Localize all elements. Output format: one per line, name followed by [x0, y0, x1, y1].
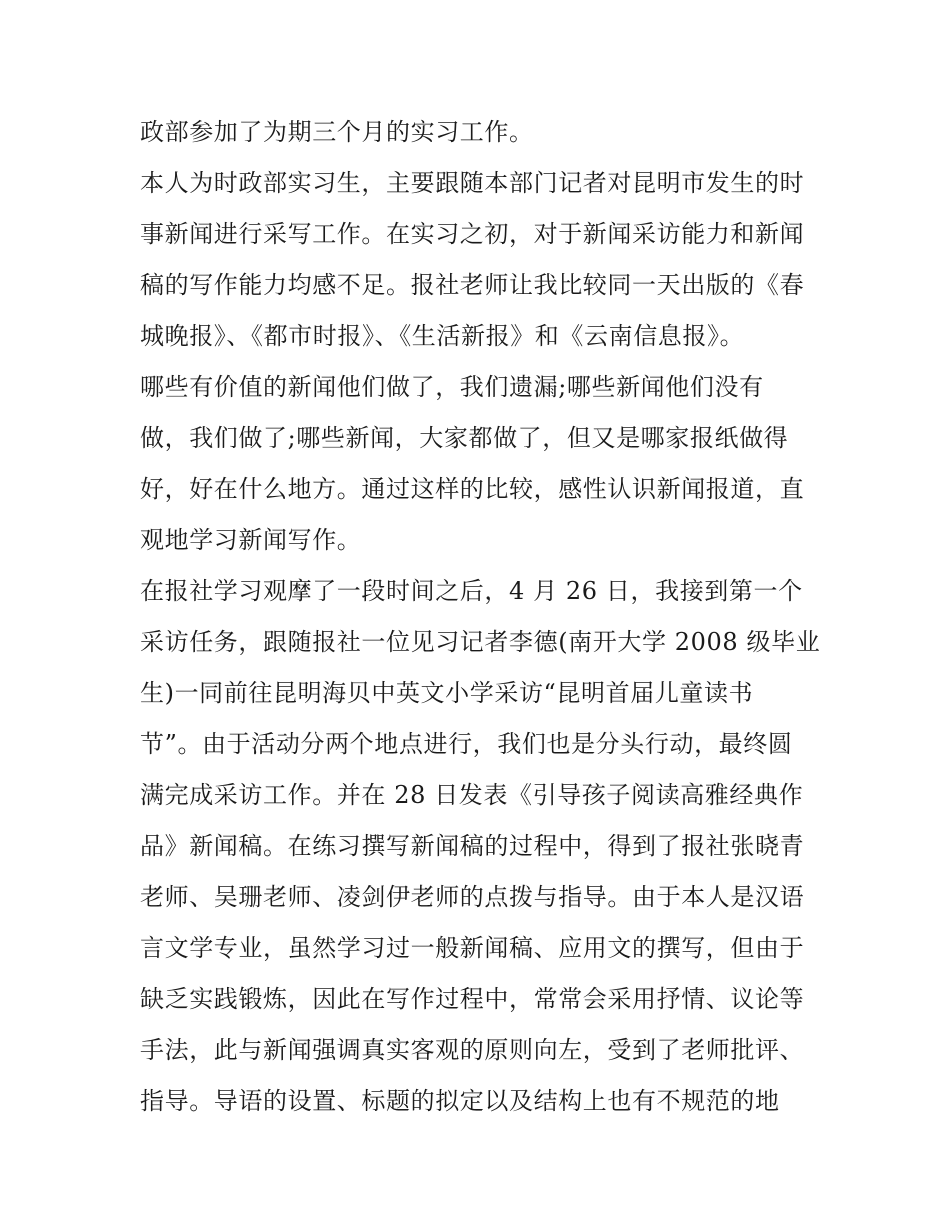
text-line: 好，好在什么地方。通过这样的比较，感性认识新闻报道，直: [140, 475, 805, 503]
text-line: 老师、吴珊老师、凌剑伊老师的点拨与指导。由于本人是汉语: [140, 883, 805, 911]
text-line: 满完成采访工作。并在 28 日发表《引导孩子阅读高雅经典作: [140, 781, 804, 809]
text-line: 城晚报》、《都市时报》、《生活新报》和《云南信息报》。: [140, 322, 745, 350]
text-line: 政部参加了为期三个月的实习工作。: [140, 118, 534, 146]
text-line: 缺乏实践锻炼，因此在写作过程中，常常会采用抒情、议论等: [140, 985, 805, 1013]
text-line: 生)一同前往昆明海贝中英文小学采访“昆明首届儿童读书: [140, 679, 754, 707]
body-text: [140, 107, 820, 1127]
text-line: 节”。由于活动分两个地点进行，我们也是分头行动，最终圆: [140, 730, 793, 758]
text-line: 指导。导语的设置、标题的拟定以及结构上也有不规范的地: [140, 1087, 780, 1115]
text-line: 本人为时政部实习生，主要跟随本部门记者对昆明市发生的时: [140, 169, 805, 197]
text-line: 在报社学习观摩了一段时间之后，4 月 26 日，我接到第一个: [140, 577, 803, 605]
text-line: 品》新闻稿。在练习撰写新闻稿的过程中，得到了报社张晓青: [140, 832, 805, 860]
text-line: 事新闻进行采写工作。在实习之初，对于新闻采访能力和新闻: [140, 220, 805, 248]
text-line: 言文学专业，虽然学习过一般新闻稿、应用文的撰写，但由于: [140, 934, 805, 962]
text-line: 哪些有价值的新闻他们做了，我们遗漏;哪些新闻他们没有: [140, 373, 764, 401]
text-line: 稿的写作能力均感不足。报社老师让我比较同一天出版的《春: [140, 271, 805, 299]
text-line: 做，我们做了;哪些新闻，大家都做了，但又是哪家报纸做得: [140, 424, 789, 452]
text-line: 观地学习新闻写作。: [140, 526, 362, 554]
text-line: 采访任务，跟随报社一位见习记者李德(南开大学 2008 级毕业: [140, 628, 821, 656]
text-line: 手法，此与新闻强调真实客观的原则向左，受到了老师批评、: [140, 1036, 805, 1064]
